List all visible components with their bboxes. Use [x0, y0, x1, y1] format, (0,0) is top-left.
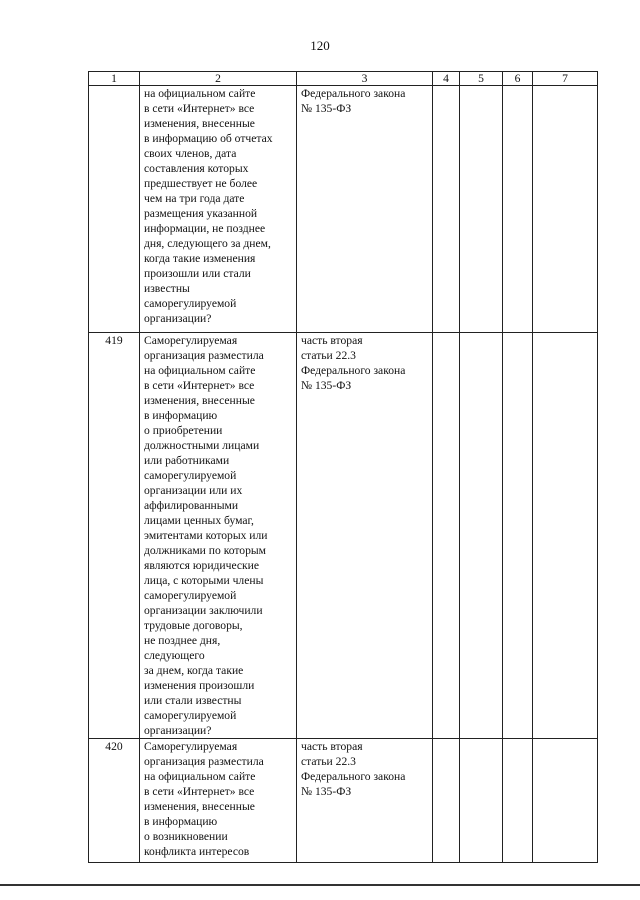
table-row [89, 86, 598, 333]
question-line: трудовые договоры, [144, 619, 243, 632]
question-line: или стали известны [144, 694, 242, 707]
question-line: должниками по которым [144, 544, 267, 557]
question-line: конфликта интересов [144, 845, 250, 858]
question-line: организация разместила [144, 349, 264, 362]
legal-reference-cell [297, 333, 433, 739]
question-cell [140, 333, 297, 739]
table-row [89, 739, 598, 863]
question-line: на официальном сайте [144, 364, 256, 377]
legal-reference-line: № 135-ФЗ [301, 785, 352, 798]
question-line: саморегулируемой [144, 589, 237, 602]
question-line: предшествует не более [144, 177, 258, 190]
col-6-cell[interactable] [503, 739, 533, 863]
question-line: изменения, внесенные [144, 394, 255, 407]
header-col-7: 7 [533, 72, 598, 86]
question-line: своих членов, дата [144, 147, 237, 160]
question-line: следующего [144, 649, 205, 662]
row-number: 419 [89, 333, 140, 739]
col-4-cell[interactable] [433, 739, 460, 863]
header-col-4: 4 [433, 72, 460, 86]
legal-reference-line: статьи 22.3 [301, 349, 356, 362]
legal-reference-line: Федерального закона [301, 87, 406, 100]
legal-reference-line: часть вторая [301, 740, 363, 753]
question-line: Саморегулируемая [144, 740, 238, 753]
question-line: лица, с которыми члены [144, 574, 264, 587]
question-line: эмитентами которых или [144, 529, 268, 542]
legal-reference-line: № 135-ФЗ [301, 102, 352, 115]
legal-reference-line: Федерального закона [301, 770, 406, 783]
question-line: в информацию [144, 815, 218, 828]
question-line: составления которых [144, 162, 249, 175]
header-col-3: 3 [297, 72, 433, 86]
question-line: когда такие изменения [144, 252, 256, 265]
col-5-cell[interactable] [460, 333, 503, 739]
legal-reference-line: статьи 22.3 [301, 755, 356, 768]
question-line: не позднее дня, [144, 634, 221, 647]
row-number [89, 86, 140, 333]
header-col-1: 1 [89, 72, 140, 86]
question-line: должностными лицами [144, 439, 260, 452]
question-line: на официальном сайте [144, 770, 256, 783]
question-line: изменения, внесенные [144, 800, 255, 813]
question-line: или работниками [144, 454, 230, 467]
question-line: организации? [144, 312, 212, 325]
question-line: лицами ценных бумаг, [144, 514, 254, 527]
question-line: дня, следующего за днем, [144, 237, 271, 250]
question-line: в информацию об отчетах [144, 132, 273, 145]
table-header-row [89, 72, 598, 86]
question-line: за днем, когда такие [144, 664, 244, 677]
question-line: аффилированными [144, 499, 239, 512]
question-line: организации заключили [144, 604, 263, 617]
legal-reference-line: № 135-ФЗ [301, 379, 352, 392]
col-6-cell[interactable] [503, 333, 533, 739]
header-col-5: 5 [460, 72, 503, 86]
question-line: известны [144, 282, 190, 295]
question-line: в сети «Интернет» все [144, 785, 255, 798]
question-line: в информацию [144, 409, 218, 422]
question-line: информации, не позднее [144, 222, 266, 235]
question-line: чем на три года дате [144, 192, 245, 205]
question-line: Саморегулируемая [144, 334, 238, 347]
col-4-cell[interactable] [433, 86, 460, 333]
question-line: саморегулируемой [144, 709, 237, 722]
question-line: о возникновении [144, 830, 228, 843]
col-7-cell[interactable] [533, 86, 598, 333]
question-line: саморегулируемой [144, 297, 237, 310]
question-line: произошли или стали [144, 267, 251, 280]
question-line: о приобретении [144, 424, 223, 437]
question-line: в сети «Интернет» все [144, 102, 255, 115]
table-body [89, 86, 598, 863]
col-6-cell[interactable] [503, 86, 533, 333]
header-col-6: 6 [503, 72, 533, 86]
legal-reference-cell [297, 739, 433, 863]
question-cell [140, 739, 297, 863]
row-number: 420 [89, 739, 140, 863]
checklist-table [88, 71, 598, 863]
question-line: размещения указанной [144, 207, 258, 220]
footer-divider [0, 884, 640, 886]
page-number: 120 [310, 38, 330, 53]
col-5-cell[interactable] [460, 86, 503, 333]
question-line: организация разместила [144, 755, 264, 768]
legal-reference-line: часть вторая [301, 334, 363, 347]
question-line: саморегулируемой [144, 469, 237, 482]
question-line: в сети «Интернет» все [144, 379, 255, 392]
question-line: являются юридические [144, 559, 260, 572]
header-col-2: 2 [140, 72, 297, 86]
col-7-cell[interactable] [533, 333, 598, 739]
question-line: организации? [144, 724, 212, 737]
col-7-cell[interactable] [533, 739, 598, 863]
question-line: на официальном сайте [144, 87, 256, 100]
table-row [89, 333, 598, 739]
col-4-cell[interactable] [433, 333, 460, 739]
question-line: организации или их [144, 484, 243, 497]
question-line: изменения произошли [144, 679, 255, 692]
legal-reference-cell [297, 86, 433, 333]
question-line: изменения, внесенные [144, 117, 255, 130]
legal-reference-line: Федерального закона [301, 364, 406, 377]
question-cell [140, 86, 297, 333]
col-5-cell[interactable] [460, 739, 503, 863]
